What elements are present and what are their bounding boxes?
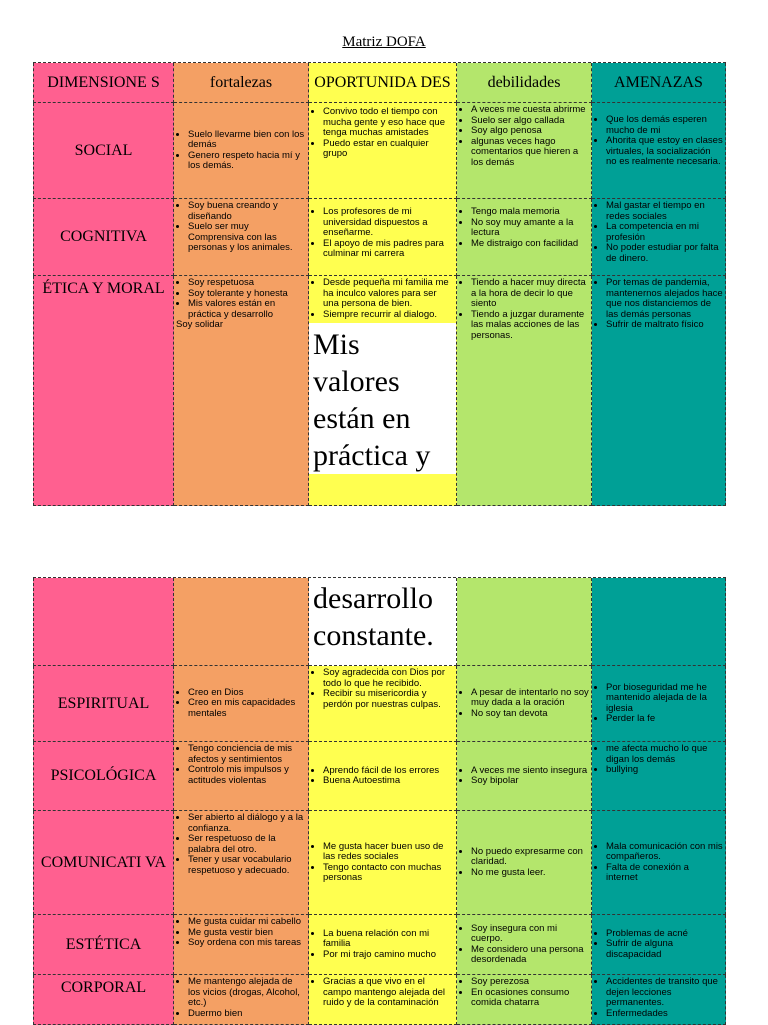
list-item: • Mal gastar el tiempo en redes sociales [606,201,723,222]
list-item: • Me considero una persona desordenada [471,945,589,966]
header-dimensiones: DIMENSIONE S [33,63,174,103]
psicologica-oportunidades [309,742,457,811]
continuation-dim-cell [33,578,174,666]
list-item: • Duermo bien [188,1009,306,1020]
list-item: • Creo en mis capacidades mentales [188,698,306,719]
continuation-oportunidades-cell [309,578,457,666]
corporal-amenazas [592,975,726,1025]
corporal-debilidades [457,975,592,1025]
list-item: • Controlo mis impulsos y actitudes violentas [188,765,306,786]
estetica-fortalezas [174,915,309,975]
psicologica-fortalezas [174,742,309,811]
list-item: • Enfermedades [606,1009,723,1020]
dimension-etica-moral: ÉTICA Y MORAL [33,276,174,506]
dimension-cognitiva: COGNITIVA [33,199,174,276]
list-item: • Me gusta vestir bien [188,928,306,939]
list-item: • No puedo expresarme con claridad. [471,847,589,868]
cognitiva-debilidades [457,199,592,276]
dimension-psicologica: PSICOLÓGICA [33,742,174,811]
espiritual-debilidades [457,666,592,742]
fortalezas-extra-text: Soy solidar [176,319,223,330]
psicologica-debilidades [457,742,592,811]
header-fortalezas: fortalezas [174,63,309,103]
list-item: • Genero respeto hacia mí y los demás. [188,151,306,172]
document-title: Matriz DOFA [342,34,426,50]
list-item: • Gracias a que vivo en el campo mantengo alejada del ruido y de la contaminación [323,977,454,1009]
list-item: • Soy tolerante y honesta [188,289,306,300]
list-item: • No me gusta leer. [471,868,589,879]
estetica-amenazas [592,915,726,975]
list-item: • Por mi trajo camino mucho [323,950,454,961]
list-item: • La competencia en mi profesión [606,222,723,243]
list-item: • Me distraigo con facilidad [471,239,589,250]
overflow-large-text: Mis valores están en práctica y [309,323,456,474]
continuation-large-text: desarrollo constante. [313,582,434,652]
continuation-amenazas-cell [592,578,726,666]
list-item: • Me mantengo alejada de los vicios (drogas, Alcohol, etc.) [188,977,306,1009]
social-debilidades [457,103,592,199]
list-item: • Tengo conciencia de mis afectos y sentimientos [188,744,306,765]
cognitiva-amenazas [592,199,726,276]
social-amenazas [592,103,726,199]
list-item: • Desde pequeña mi familia me ha inculco valores para ser una persona de bien. [323,278,454,310]
list-item: • Buena Autoestima [323,776,454,787]
dimension-espiritual: ESPIRITUAL [33,666,174,742]
dimension-corporal: CORPORAL [33,975,174,1025]
list-item: • Sufrir de maltrato físico [606,320,723,331]
list-item: • Tiendo a hacer muy directa a la hora de decir lo que siento [471,278,589,310]
list-item: • Los profesores de mi universidad dispuestos a enseñarme. [323,207,454,239]
list-item: • Suelo ser muy Comprensiva con las personas y los animales. [188,222,306,254]
dofa-table-page2 [33,577,726,1025]
list-item: • Soy bipolar [471,776,589,787]
list-item: • A veces me cuesta abrirme [471,105,589,116]
list-item: • Ahorita que estoy en clases virtuales, la socialización no es realmente necesaria. [606,136,723,168]
list-item: • Soy insegura con mi cuerpo. [471,924,589,945]
list-item: • Tiendo a juzgar duramente las malas acciones de las personas. [471,310,589,342]
list-item: • Por temas de pandemia, mantenernos alejados hace que nos distanciemos de las demás personas [606,278,723,320]
dimension-comunicativa: COMUNICATI VA [33,811,174,915]
list-item: • algunas veces hago comentarios que hieren a los demás [471,137,589,169]
list-item: • Falta de conexión a internet [606,863,723,884]
list-item: • Tengo mala memoria [471,207,589,218]
etica-debilidades [457,276,592,506]
continuation-fortalezas-cell [174,578,309,666]
header-debilidades: debilidades [457,63,592,103]
corporal-oportunidades [309,975,457,1025]
list-item: • Suelo llevarme bien con los demás [188,130,306,151]
list-item: • Ser abierto al diálogo y a la confianza. [188,813,306,834]
list-item: • Tener y usar vocabulario respetuoso y adecuado. [188,855,306,876]
list-item: • Recibir su misericordia y perdón por nuestras culpas. [323,689,454,710]
list-item: • Sufrir de alguna discapacidad [606,939,723,960]
list-item: • Soy algo penosa [471,126,589,137]
estetica-debilidades [457,915,592,975]
list-item: • Creo en Dios [188,688,306,699]
list-item: • Suelo ser algo callada [471,116,589,127]
espiritual-amenazas [592,666,726,742]
etica-oportunidades [309,276,457,506]
list-item: • Convivo todo el tiempo con mucha gente y eso hace que tenga muchas amistades [323,107,454,139]
list-item: • Soy buena creando y diseñando [188,201,306,222]
list-item: • En ocasiones consumo comida chatarra [471,988,589,1009]
list-item: • Por bioseguridad me he mantenido alejada de la iglesia [606,683,723,715]
list-item: • Me gusta cuidar mi cabello [188,917,306,928]
corporal-fortalezas [174,975,309,1025]
list-item: • Ser respetuoso de la palabra del otro. [188,834,306,855]
social-oportunidades [309,103,457,199]
estetica-oportunidades [309,915,457,975]
dimension-estetica: ESTÉTICA [33,915,174,975]
list-item: • No poder estudiar por falta de dinero. [606,243,723,264]
header-oportunidades: OPORTUNIDA DES [309,63,457,103]
list-item: • Me gusta hacer buen uso de las redes sociales [323,842,454,863]
list-item: • Que los demás esperen mucho de mi [606,115,723,136]
comunicativa-oportunidades [309,811,457,915]
continuation-debilidades-cell [457,578,592,666]
list-item: • me afecta mucho lo que digan los demás [606,744,723,765]
list-item: • Puedo estar en cualquier grupo [323,139,454,160]
dimension-social: SOCIAL [33,103,174,199]
list-item: • Soy respetuosa [188,278,306,289]
dofa-table-page1 [33,62,726,506]
list-item: • El apoyo de mis padres para culminar mi carrera [323,239,454,260]
list-item: • Tengo contacto con muchas personas [323,863,454,884]
header-amenazas: AMENAZAS [592,63,726,103]
etica-fortalezas [174,276,309,506]
comunicativa-amenazas [592,811,726,915]
list-item: • No soy tan devota [471,709,589,720]
list-item: • A pesar de intentarlo no soy muy dada a la oración [471,688,589,709]
list-item: • Accidentes de transito que dejen lecciones permanentes. [606,977,723,1009]
list-item: • Soy agradecida con Dios por todo lo que he recibido. [323,668,454,689]
list-item: • Aprendo fácil de los errores [323,766,454,777]
list-item: • Soy perezosa [471,977,589,988]
list-item: • Problemas de acné [606,929,723,940]
cognitiva-fortalezas [174,199,309,276]
cognitiva-oportunidades [309,199,457,276]
espiritual-fortalezas [174,666,309,742]
psicologica-amenazas [592,742,726,811]
list-item: • Perder la fe [606,714,723,725]
list-item: • bullying [606,765,723,776]
list-item: • Soy ordena con mis tareas [188,938,306,949]
list-item: • La buena relación con mi familia [323,929,454,950]
list-item: • Mis valores están en práctica y desarrollo [188,299,306,320]
list-item: • A veces me siento insegura [471,766,589,777]
espiritual-oportunidades [309,666,457,742]
list-item: • No soy muy amante a la lectura [471,218,589,239]
comunicativa-fortalezas [174,811,309,915]
list-item: • Siempre recurrir al dialogo. [323,310,454,321]
comunicativa-debilidades [457,811,592,915]
list-item: • Mala comunicación con mis compañeros. [606,842,723,863]
social-fortalezas [174,103,309,199]
etica-amenazas [592,276,726,506]
